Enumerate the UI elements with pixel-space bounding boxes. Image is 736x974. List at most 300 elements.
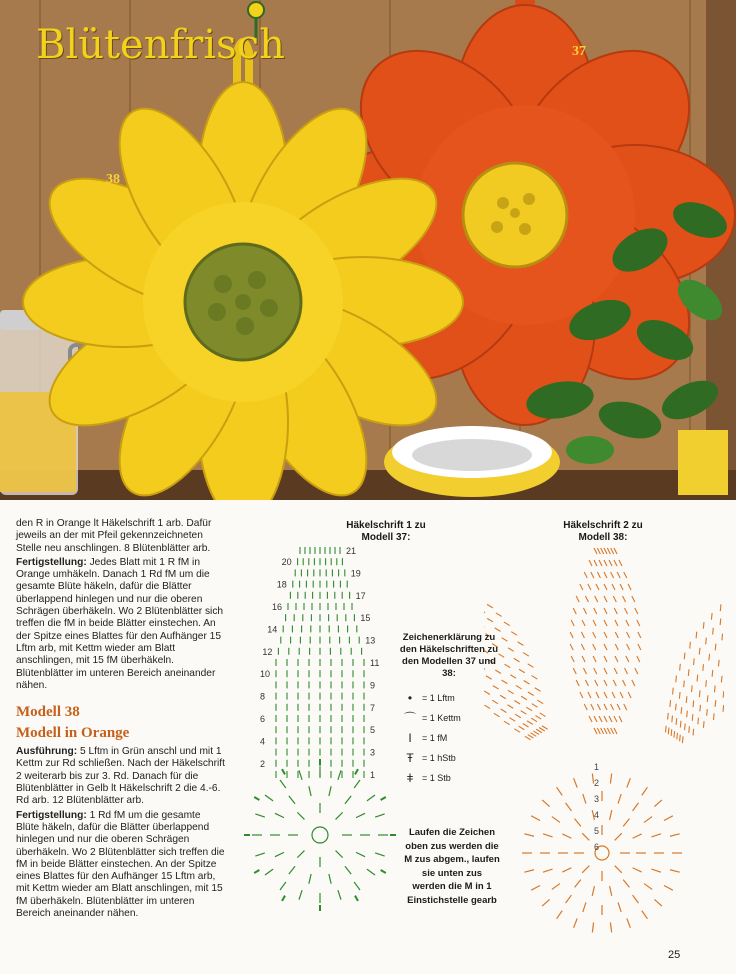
stitch-mark [280,882,286,890]
arrow-mark [381,870,386,873]
row-label: 6 [260,714,266,724]
chart2-base [522,774,682,933]
stitch-mark [375,814,385,817]
stitch-mark [338,770,341,780]
stitch-mark [604,704,607,710]
stitch-mark [484,608,485,615]
stitch-mark [716,660,722,667]
stitch-mark [644,817,652,823]
stitch-mark [562,834,571,838]
stitch-mark [610,774,611,784]
row-label: 3 [594,794,600,804]
stitch-mark [542,899,549,906]
stitch-mark [709,613,715,620]
stitch-mark [504,720,510,727]
stitch-mark [585,680,588,686]
stitch-mark [703,680,709,687]
stitch-mark [604,560,607,566]
row-label: 15 [360,613,371,624]
stitch-mark [637,620,640,626]
stitch-mark [356,813,365,817]
stitch-mark [710,628,716,635]
model-37-label: 37 [572,44,586,59]
stitch-mark [670,870,680,872]
row-label: 1 [594,762,600,772]
stitch-mark [594,560,597,566]
stitch-mark [289,866,295,874]
stitch-mark [613,680,616,686]
stitch-mark [510,673,516,680]
stitch-mark [571,620,574,626]
stitch-mark [635,608,638,614]
stitch-mark [552,884,560,890]
stitch-mark [686,669,692,676]
row-label: 17 [355,590,366,601]
section-subheading: Modell in Orange [16,725,130,742]
stitch-mark [574,778,578,787]
stitch-mark [593,620,596,626]
stitch-mark [632,680,635,686]
stitch-mark [680,736,686,743]
stitch-mark [615,620,618,626]
stitch-mark [626,620,629,626]
stitch-mark [642,911,648,919]
stitch-mark [535,686,541,693]
stitch-mark [594,608,597,614]
symbol-legend [398,632,500,788]
stitch-mark [584,704,587,710]
stitch-mark [599,560,602,566]
stitch-mark [515,713,521,720]
stitch-mark [678,721,684,728]
row-label: 20 [281,557,292,568]
legend-row-lftm: • = 1 Lftm [398,688,500,708]
stitch-mark [597,572,600,578]
stitch-mark [275,813,284,817]
stitch-mark [690,729,696,736]
stitch-mark [697,648,703,655]
stitch-mark [583,794,586,804]
stitch-mark [612,692,615,698]
stitch-mark [713,700,719,707]
stitch-mark [609,716,612,722]
stitch-mark [336,851,343,858]
stitch-mark [670,834,680,836]
stitch-mark [585,596,588,602]
stitch-mark [604,584,607,590]
stitch-mark [571,656,574,662]
stitch-mark [594,728,597,734]
stitch-mark [580,692,583,698]
slip-stitch-icon: ⌒ [403,711,416,725]
stitch-mark [589,560,592,566]
stitch-mark [532,674,538,681]
stitch-mark [701,622,707,629]
stitch-mark [689,685,695,692]
stitch-mark [521,709,527,716]
arrow-mark [254,797,259,800]
chart1-base [244,759,396,911]
stitch-mark [536,714,542,721]
stitch-mark [582,656,585,662]
row-label: 12 [262,646,273,657]
stitch-mark [673,676,679,683]
petal-chart [570,548,641,734]
stitch-mark [583,608,586,614]
stitch-mark [354,882,360,890]
row-label: 7 [370,702,376,713]
stitch-mark [531,717,537,724]
stitch-mark [601,728,604,734]
stitch-mark [609,560,612,566]
chart2-petals [484,548,724,756]
stitch-mark [588,584,591,590]
stitch-mark [524,870,534,872]
stitch-mark [594,716,597,722]
stitch-mark [309,874,311,884]
paragraph: Fertigstellung: 1 Rd fM um die gesamte Blüte häkeln, dafür die Blätter überlappend hinlegen und nur die oberen Schrägen überhäkeln. Wo 2 Blütenblätter sich treffen die fM in beide Blätter einstechen. An der Spitze eines Blattes für den Aufhänger 15 Lftm arb, mit Kettm wieder am Blatt anschlingen, mit 15 fM überhäkeln. Blütenblätter im unteren Bereich aneinander nähen. [16,809,225,920]
stitch-mark [633,803,639,811]
stitch-mark [523,651,529,658]
stitch-mark [681,680,687,687]
legend-row-fm: I = 1 fM [398,728,500,748]
row-label: 6 [594,842,600,852]
stitch-mark [309,786,311,796]
stitch-mark [593,632,596,638]
paragraph: Fertigstellung: Jedes Blatt mit 1 R fM in Orange umhäkeln. Danach 1 Rd fM um die gesamte Blüte häkeln, dafür die Blätter überlappend hinlegen und nur die oberen Schrägen überhäkeln. Wo 2 Blütenblätter sich treffen die fM in beide Blätter einstechen. An der Spitze eines Blattes für den Aufhänger 15 Lftm arb, mit Kettm wieder am Blatt anschlingen, mit 15 fM überhäkeln. Blütenblätter im unteren Bereich aneinander nähen. [16,556,224,691]
stitch-mark [591,704,594,710]
stitch-mark [719,634,724,641]
double-crochet-icon: ǂ [406,771,414,785]
stitch-mark [700,664,706,671]
stitch-mark [597,548,600,554]
single-crochet-icon: I [408,731,412,745]
stitch-mark [706,654,712,661]
stitch-mark [604,620,607,626]
stitch-mark [356,852,365,856]
stitch-mark [687,642,693,649]
stitch-mark [635,668,638,674]
stitch-mark [617,572,620,578]
stitch-mark [682,724,688,731]
stitch-mark [651,869,661,872]
stitch-mark [614,560,617,566]
row-label: 2 [260,758,266,769]
stitch-mark [677,692,683,699]
stitch-mark [367,869,375,875]
stitch-mark [624,572,627,578]
row-label: 5 [370,725,376,736]
stitch-mark [508,646,514,653]
stitch-mark [589,716,592,722]
stitch-mark [682,653,688,660]
stitch-mark [508,703,514,710]
row-label: 13 [365,635,376,646]
stitch-mark [501,707,507,714]
stitch-mark [666,728,672,735]
stitch-mark [604,632,607,638]
stitch-mark [615,656,618,662]
stitch-mark [487,617,493,624]
stitch-mark [574,918,578,927]
stitch-mark [674,733,680,740]
half-double-icon: Ŧ [406,751,414,765]
arrow-mark [355,896,358,901]
stitch-mark [521,695,527,702]
stitch-mark [528,662,534,669]
stitch-mark [695,718,701,725]
stitch-mark [721,691,724,698]
stitch-mark [575,880,581,888]
stitch-mark [620,584,623,590]
stitch-mark [638,632,641,638]
row-label: 8 [260,691,266,702]
stitch-mark [704,709,710,716]
stitch-mark [628,584,631,590]
stitch-mark [604,716,607,722]
stitch-mark [289,796,295,804]
stitch-mark [604,668,607,674]
crochet-chart-1 [232,535,412,935]
stitch-mark [684,711,690,718]
stitch-mark [718,604,724,611]
stitch-mark [684,696,690,703]
stitch-mark [557,911,563,919]
stitch-mark [297,812,304,819]
stitch-mark [593,644,596,650]
stitch-mark [665,713,671,720]
stitch-mark [543,834,553,837]
stitch-mark [594,548,597,554]
stitch-mark [526,706,532,713]
row-label: 4 [260,736,266,747]
stitch-mark [626,656,629,662]
stitch-mark [519,725,525,732]
instructions-column [16,518,226,922]
stitch-mark [619,716,622,722]
stitch-mark [582,833,589,840]
stitch-mark [576,596,579,602]
stitch-mark [614,716,617,722]
stitch-mark [623,819,629,827]
stitch-mark [611,728,614,734]
stitch-mark [570,632,573,638]
stitch-mark [524,679,530,686]
stitch-mark [575,819,581,827]
stitch-mark [625,668,628,674]
stitch-mark [664,886,673,891]
stitch-mark [542,800,549,807]
stitch-mark [627,778,631,787]
stitch-mark [610,810,612,820]
stitch-mark [601,548,604,554]
arrow-mark [381,797,386,800]
stitch-mark [604,644,607,650]
stitch-mark [694,632,700,639]
stitch-mark [502,636,508,643]
stitch-mark [557,787,563,795]
stitch-mark [619,560,622,566]
stitch-mark [604,608,607,614]
stitch-mark [607,728,610,734]
stitch-mark [677,664,683,671]
stitch-mark [518,640,524,647]
stitch-mark [573,668,576,674]
stitch-mark [487,603,493,610]
stitch-mark [625,608,628,614]
stitch-mark [594,668,597,674]
legend-title: Zeichenerklärung zu den Häkelschriften zu den Modellen 37 und 38: [399,632,499,679]
stitch-mark [576,680,579,686]
stitch-mark [299,770,302,780]
stitch-mark [644,884,652,890]
legend-row-stb: ǂ = 1 Stb [398,768,500,788]
stitch-mark [719,676,724,683]
stitch-mark [596,692,599,698]
row-label: 9 [370,680,376,691]
decrease-note: Laufen die Zeichen oben zus werden die M zus abgem., laufen sie unten zus werden die M in 1 Einstichstelle gearb [404,827,500,906]
stitch-mark [679,707,685,714]
stitch-mark [591,572,594,578]
petal-chart [643,560,724,755]
chain-stitch-icon: • [407,691,413,705]
stitch-mark [584,572,587,578]
paragraph: den R in Orange lt Häkelschrift 1 arb. Dafür jeweils an der mit Pfeil gekennzeichneten Stelle neu anschlingen. 8 Blütenblätter arb. [16,518,212,554]
stitch-mark [593,656,596,662]
stitch-mark [697,705,703,712]
page-title: Blütenfrisch [36,22,285,68]
stitch-mark [637,656,640,662]
stitch-mark [623,596,626,602]
stitch-mark [669,729,675,736]
stitch-mark [540,711,546,718]
stitch-mark [632,596,635,602]
stitch-mark [607,548,610,554]
stitch-mark [299,890,302,900]
stitch-mark [527,719,533,726]
stitch-mark [516,684,522,691]
stitch-mark [595,596,598,602]
stitch-mark [338,890,341,900]
stitch-mark [604,596,607,602]
stitch-mark [524,834,534,836]
stitch-mark [265,795,273,801]
stitch-mark [255,853,265,856]
stitch-mark [620,692,623,698]
stitch-mark [514,657,520,664]
stitch-mark [496,611,502,618]
stitch-mark [329,874,331,884]
stitch-mark [713,644,719,651]
row-label: 18 [276,579,287,590]
stitch-mark [604,572,607,578]
stitch-mark [595,680,598,686]
stitch-mark [633,895,639,903]
stitch-mark [581,644,584,650]
diagram1-title: Häkelschrift 1 zu Modell 37: [346,520,426,543]
legend-row-hstb: Ŧ = 1 hStb [398,748,500,768]
stitch-mark [638,644,641,650]
stitch-mark [703,638,709,645]
stitch-mark [613,596,616,602]
stitch-mark [614,728,617,734]
stitch-mark [297,851,304,858]
stitch-mark [691,658,697,665]
stitch-mark [329,786,331,796]
stitch-mark [580,584,583,590]
diagram2-title: Häkelschrift 2 zu Modell 38: [563,520,643,543]
stitch-mark [345,796,351,804]
stitch-mark [505,663,511,670]
stitch-mark [664,816,673,821]
stitch-mark [614,548,617,554]
stitch-mark [566,803,572,811]
center-ring [312,827,328,843]
stitch-mark [336,812,343,819]
row-label: 11 [370,658,380,668]
stitch-mark [275,852,284,856]
stitch-mark [531,816,540,821]
stitch-mark [514,699,520,706]
stitch-mark [523,722,529,729]
stitch-mark [612,584,615,590]
stitch-mark [583,668,586,674]
stitch-mark [677,735,683,742]
stitch-mark [604,656,607,662]
stitch-mark [627,632,630,638]
stitch-mark [508,689,514,696]
stitch-mark [354,780,360,788]
stitch-mark [581,632,584,638]
stitch-mark [599,716,602,722]
stitch-mark [615,632,618,638]
stitch-mark [615,866,622,873]
stitch-mark [570,644,573,650]
stitch-mark [623,880,629,888]
stitch-mark [502,679,508,686]
stitch-mark [712,686,718,693]
stitch-mark [633,868,642,872]
row-label: 10 [260,669,271,680]
row-label: 16 [272,602,283,612]
stitch-mark [710,670,716,677]
stitch-mark [592,886,594,896]
row-label: 5 [594,826,600,836]
stitch-mark [627,644,630,650]
stitch-mark [596,584,599,590]
stitch-mark [722,650,724,657]
stitch-mark [618,902,621,912]
row-label: 14 [267,624,278,635]
stitch-mark [566,895,572,903]
row-label: 3 [370,747,376,758]
stitch-mark [537,699,543,706]
stitch-mark [720,705,724,712]
stitch-mark [543,869,553,872]
stitch-mark [674,718,680,725]
stitch-mark [504,620,510,627]
stitch-mark [604,692,607,698]
page-number: 25 [668,949,681,961]
stitch-mark [633,834,642,838]
arrow-mark [355,769,358,774]
stitch-mark [673,704,679,711]
model-38-label: 38 [106,172,120,187]
stitch-mark [552,817,560,823]
stitch-mark [514,727,520,734]
row-label: 2 [594,778,600,788]
stitch-mark [588,692,591,698]
